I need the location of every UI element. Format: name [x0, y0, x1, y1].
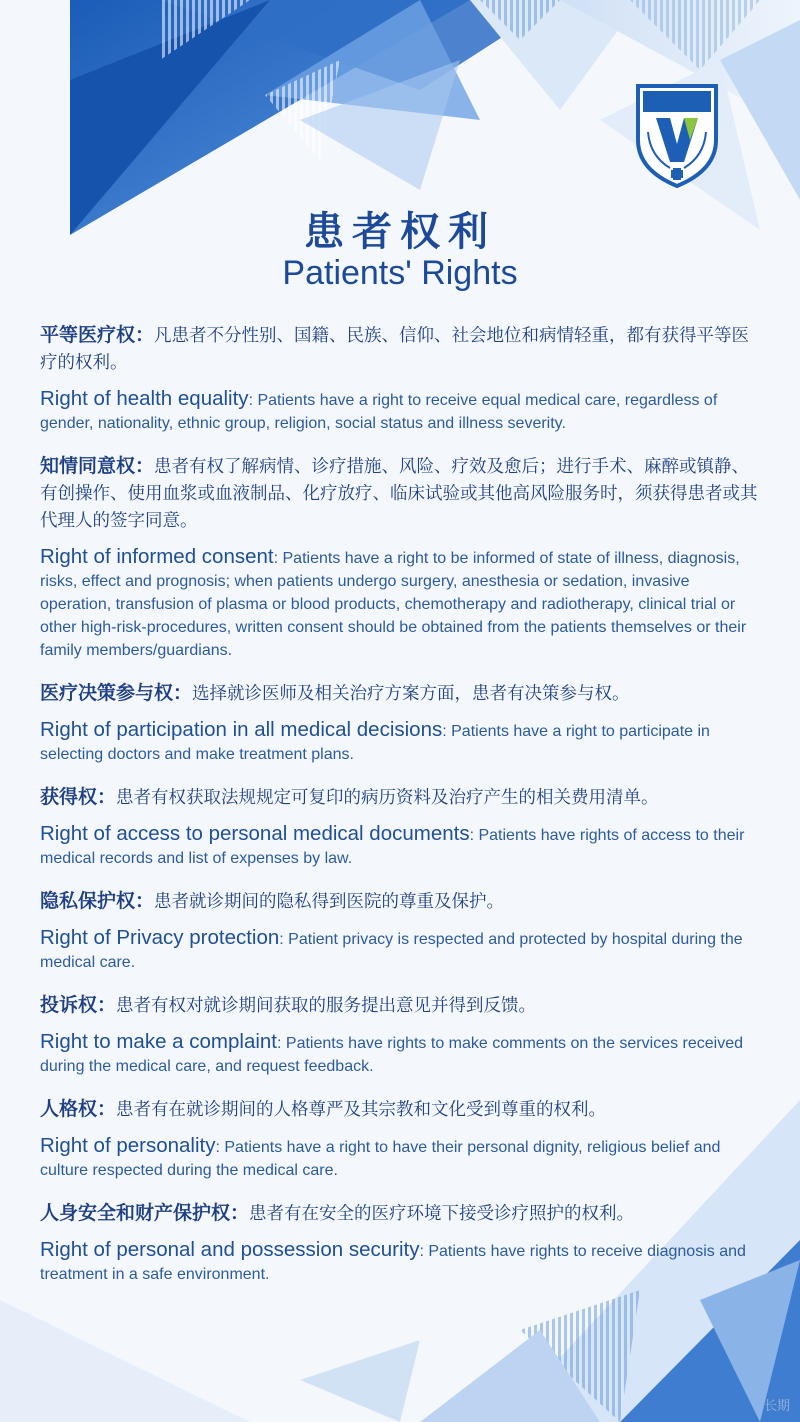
right-english-text — [40, 822, 762, 870]
right-chinese-text — [40, 888, 762, 916]
right-english-heading: Right to make a complaint — [40, 1030, 278, 1053]
right-chinese-body: 患者有权对就诊期间获取的服务提出意见并得到反馈。 — [116, 996, 537, 1016]
right-english-body: : Patient privacy is respected and protected by hospital during the medical care. — [40, 931, 743, 971]
right-english-body: : Patients have a right to participate in selecting doctors and make treatment plans. — [40, 723, 710, 763]
page-title-english: Patients' Rights — [282, 254, 518, 292]
right-chinese-body: 患者有在安全的医疗环境下接受诊疗照护的权利。 — [249, 1204, 635, 1224]
right-chinese-text — [40, 1200, 762, 1228]
right-chinese-text — [40, 453, 762, 535]
right-english-body: : Patients have a right to have their personal dignity, religious belief and culture respected during the medical care. — [40, 1139, 721, 1179]
right-english-body: : Patients have rights of access to their medical records and list of expenses by law. — [40, 827, 745, 867]
right-english-text — [40, 926, 762, 974]
right-item-informed-consent — [40, 453, 762, 662]
right-chinese-body: 患者有在就诊期间的人格尊严及其宗教和文化受到尊重的权利。 — [116, 1100, 607, 1120]
right-chinese-text — [40, 784, 762, 812]
right-english-text — [40, 545, 762, 662]
right-chinese-body: 选择就诊医师及相关治疗方案方面，患者有决策参与权。 — [192, 684, 630, 704]
hospital-logo — [634, 82, 720, 188]
right-chinese-heading: 知情同意权： — [40, 455, 155, 477]
right-chinese-body: 患者就诊期间的隐私得到医院的尊重及保护。 — [154, 892, 505, 912]
right-english-heading: Right of informed consent — [40, 545, 274, 568]
right-item-health-equality — [40, 322, 762, 435]
right-english-body: : Patients have rights to make comments on the services received during the medical care, and request feedback. — [40, 1035, 744, 1075]
right-english-body: : Patients have a right to receive equal medical care, regardless of gender, nationality, ethnic group, religion, social status and illness severity. — [40, 392, 718, 432]
right-chinese-heading: 人身安全和财产保护权： — [40, 1202, 250, 1224]
right-chinese-text — [40, 680, 762, 708]
right-chinese-body: 凡患者不分性别、国籍、民族、信仰、社会地位和病情轻重，都有获得平等医疗的权利。 — [40, 326, 750, 373]
right-item-access-documents — [40, 784, 762, 870]
rights-list — [40, 322, 762, 1304]
right-item-participation — [40, 680, 762, 766]
right-chinese-heading: 人格权： — [40, 1098, 117, 1120]
right-item-security — [40, 1200, 762, 1286]
right-english-text — [40, 1238, 762, 1286]
right-english-text — [40, 387, 762, 435]
right-chinese-text — [40, 992, 762, 1020]
right-chinese-heading: 医疗决策参与权： — [40, 682, 193, 704]
right-english-heading: Right of participation in all medical decisions — [40, 718, 443, 741]
right-item-personality — [40, 1096, 762, 1182]
right-chinese-body: 患者有权获取法规规定可复印的病历资料及治疗产生的相关费用清单。 — [116, 788, 659, 808]
right-chinese-heading: 投诉权： — [40, 994, 117, 1016]
right-item-privacy — [40, 888, 762, 974]
page-title-chinese: 患者权利 — [304, 209, 496, 255]
right-english-heading: Right of health equality — [40, 387, 249, 410]
right-english-body: : Patients have a right to be informed of state of illness, diagnosis, risks, effect and prognosis; when patients undergo surgery, anesthesia or sedation, invasive operation, transfusion of plasma or blood products, chemotherapy and radiotherapy, clinical trial or other high-risk-procedures, written consent should be obtained from the patients themselves or their family members/guardians. — [40, 550, 747, 659]
right-chinese-body: 患者有权了解病情、诊疗措施、风险、疗效及愈后；进行手术、麻醉或镇静、有创操作、使用血浆或血液制品、化疗放疗、临床试验或其他高风险服务时，须获得患者或其代理人的签字同意。 — [40, 457, 758, 531]
right-chinese-heading: 隐私保护权： — [40, 890, 155, 912]
right-english-text — [40, 718, 762, 766]
right-english-heading: Right of personal and possession security — [40, 1238, 420, 1261]
right-chinese-text — [40, 322, 762, 377]
right-chinese-heading: 获得权： — [40, 786, 117, 808]
right-english-text — [40, 1030, 762, 1078]
right-english-heading: Right of access to personal medical documents — [40, 822, 470, 845]
right-english-body: : Patients have rights to receive diagnosis and treatment in a safe environment. — [40, 1243, 746, 1283]
right-chinese-heading: 平等医疗权： — [40, 324, 155, 346]
right-english-text — [40, 1134, 762, 1182]
right-item-complaint — [40, 992, 762, 1078]
right-english-heading: Right of Privacy protection — [40, 926, 280, 949]
right-chinese-text — [40, 1096, 762, 1124]
watermark-text: 长期 — [763, 1399, 790, 1414]
right-english-heading: Right of personality — [40, 1134, 216, 1157]
